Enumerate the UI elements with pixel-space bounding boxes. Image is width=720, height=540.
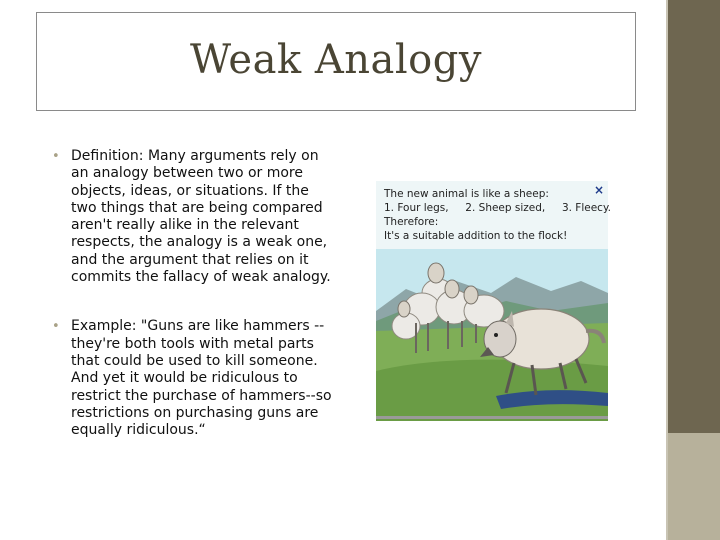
bullet-icon: • (52, 149, 60, 164)
bullet-example (52, 318, 332, 439)
bullet-text-definition: : Many arguments rely on an analogy between two or more objects, ideas, or situations. If the two things that are being compared aren't really alike in the relevant respects, the analogy is a weak one, and the argument that relies on it commits the fallacy of weak analogy. (71, 148, 331, 286)
bullet-label-definition: Definition (71, 148, 139, 164)
sidebar-accent-block (668, 433, 720, 540)
slide-title: Weak Analogy (190, 36, 482, 83)
caption-line: 1. Four legs, 2. Sheep sized, 3. Fleecy. (384, 202, 612, 214)
title-box (36, 12, 636, 111)
cartoon-caption (384, 187, 611, 243)
cartoon-image (376, 181, 612, 421)
bullet-text-example: : "Guns are like hammers --they're both tools with metal parts that could be used to kill someone. And yet it would be ridiculous to restrict the purchase of hammers--so restrictions on purchasing guns are equally ridiculous.“ (71, 318, 332, 439)
close-icon[interactable]: × (594, 183, 605, 197)
caption-line: The new animal is like a sheep: (384, 188, 549, 200)
bullet-icon: • (52, 319, 60, 335)
caption-line: Therefore: (384, 216, 439, 228)
bullet-label-example: Example (71, 318, 132, 335)
image-underline (376, 416, 608, 419)
bullet-definition (52, 148, 332, 286)
bullet-list (52, 148, 332, 471)
caption-line: It's a suitable addition to the flock! (384, 230, 568, 242)
sidebar-divider (666, 0, 668, 540)
